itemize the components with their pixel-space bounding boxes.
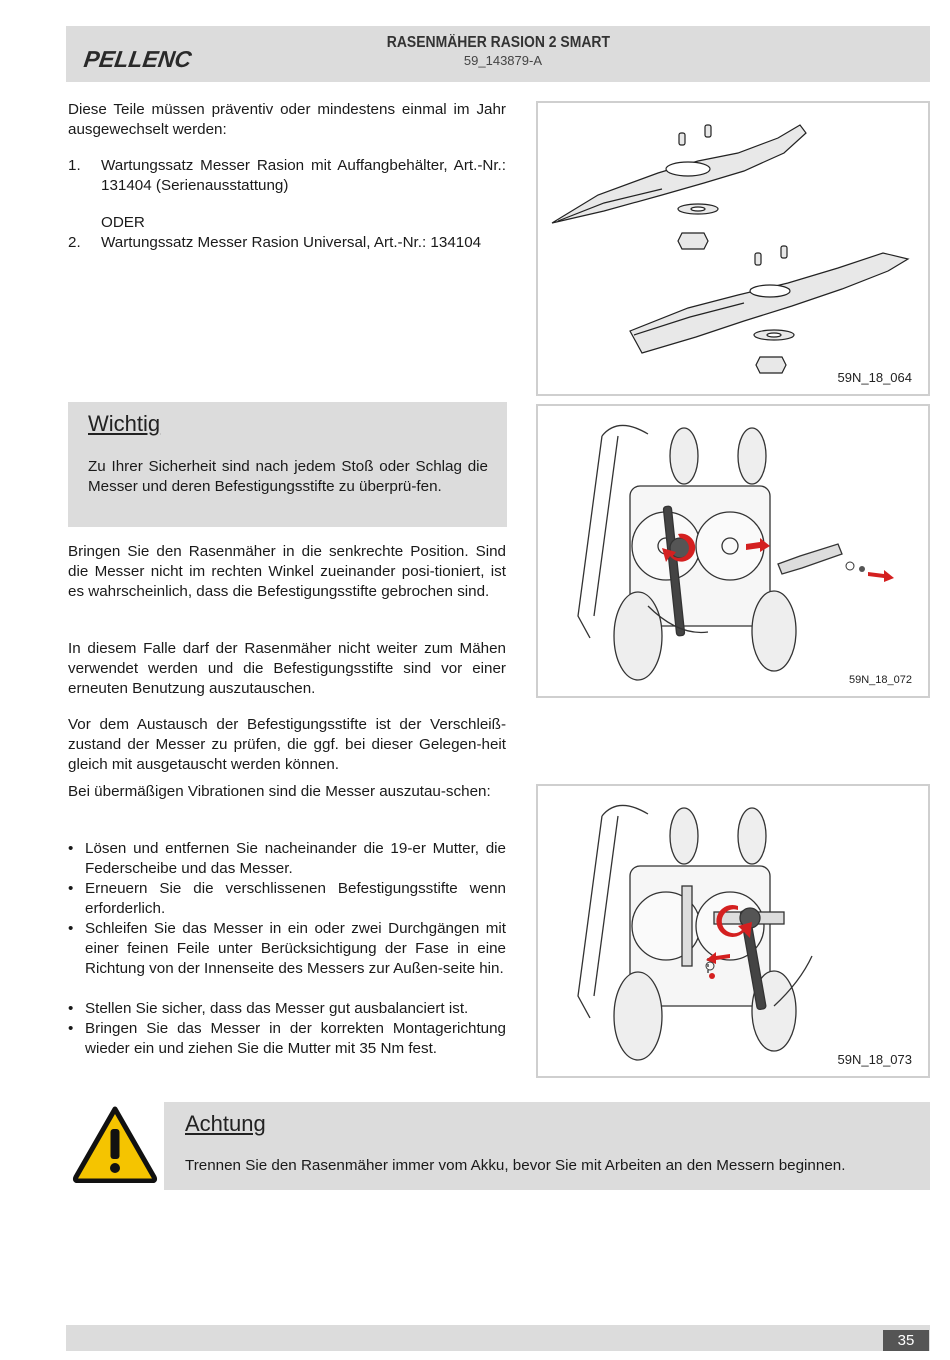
bullet-item	[68, 879, 506, 919]
bullet-text: Schleifen Sie das Messer in ein oder zwei Durchgängen mit einer feinen Feile unter Berücksichtigung der Fase in eine Richtung von der Innenseite des Messers zur Außen-seite hin.	[85, 920, 506, 977]
intro-paragraph: Diese Teile müssen präventiv oder mindestens einmal im Jahr ausgewechselt werden:	[68, 101, 506, 138]
figure-blade-removal	[536, 404, 930, 698]
paragraph: Bei übermäßigen Vibrationen sind die Messer auszutau-schen:	[68, 783, 491, 800]
page-number: 35	[883, 1330, 929, 1351]
bullet-item	[68, 839, 506, 879]
achtung-text: Trennen Sie den Rasenmäher immer vom Akku, bevor Sie mit Arbeiten an den Messern beginnen.	[185, 1157, 846, 1174]
bullet-symbol: •	[68, 1000, 74, 1017]
list-number: 1.	[68, 157, 81, 174]
wichtig-title: Wichtig	[88, 411, 161, 436]
bullet-symbol: •	[68, 840, 74, 857]
bullet-item	[68, 919, 506, 999]
bullet-item	[68, 1019, 506, 1059]
bullet-symbol: •	[68, 1020, 74, 1037]
bullet-symbol: •	[68, 920, 74, 937]
blades-illustration	[538, 103, 928, 394]
oder-label: ODER	[101, 214, 145, 231]
bullet-text: Bringen Sie das Messer in der korrekten Montagerichtung wieder ein und ziehen Sie die Mutter mit 35 Nm fest.	[85, 1020, 506, 1057]
pellenc-logo: PELLENC	[82, 46, 194, 72]
figure-caption: 59N_18_064	[837, 370, 912, 385]
figure-blade-reinstall	[536, 784, 930, 1078]
mower-reinstall-illustration	[538, 786, 928, 1076]
bullet-text: Erneuern Sie die verschlissenen Befestigungsstifte wenn erforderlich.	[85, 880, 506, 917]
list-text: Wartungssatz Messer Rasion mit Auffangbehälter, Art.-Nr.: 131404 (Serienausstattung)	[101, 157, 506, 194]
wichtig-text: Zu Ihrer Sicherheit sind nach jedem Stoß oder Schlag die Messer und deren Befestigungsstifte zu überprü-fen.	[88, 458, 488, 495]
figure-caption: 59N_18_072	[848, 674, 912, 686]
warning-icon	[72, 1105, 158, 1188]
bullet-item	[68, 999, 506, 1019]
paragraph: Vor dem Austausch der Befestigungsstifte ist der Verschleiß-zustand der Messer zu prüfen, die ggf. bei dieser Gelegen-heit gleich mit ausgetauscht werden können.	[68, 716, 506, 773]
list-item	[68, 156, 506, 196]
list-item	[68, 233, 506, 273]
bullet-text: Stellen Sie sicher, dass das Messer gut ausbalanciert ist.	[85, 1000, 469, 1017]
paragraph: Bringen Sie den Rasenmäher in die senkrechte Position. Sind die Messer nicht im rechten Winkel zueinander posi-tioniert, ist es wahrscheinlich, dass die Befestigungsstifte gebrochen sind.	[68, 543, 506, 600]
achtung-title: Achtung	[185, 1111, 266, 1136]
bullet-symbol: •	[68, 880, 74, 897]
bullet-text: Lösen und entfernen Sie nacheinander die 19-er Mutter, die Federscheibe und das Messer.	[85, 840, 506, 877]
mower-removal-illustration	[538, 406, 928, 696]
figure-caption: 59N_18_073	[837, 1052, 912, 1067]
document-title: RASENMÄHER RASION 2 SMART	[386, 34, 610, 51]
page-footer-bar	[66, 1325, 930, 1351]
achtung-box	[164, 1102, 930, 1190]
paragraph: In diesem Falle darf der Rasenmäher nicht weiter zum Mähen verwendet werden und die Befestigungsstifte sind vor einer erneuten Benutzung auszutauschen.	[68, 640, 506, 697]
figure-blades	[536, 101, 930, 396]
list-text: Wartungssatz Messer Rasion Universal, Art.-Nr.: 134104	[101, 234, 482, 251]
list-number: 2.	[68, 234, 81, 251]
document-code: 59_143879-A	[463, 53, 542, 68]
